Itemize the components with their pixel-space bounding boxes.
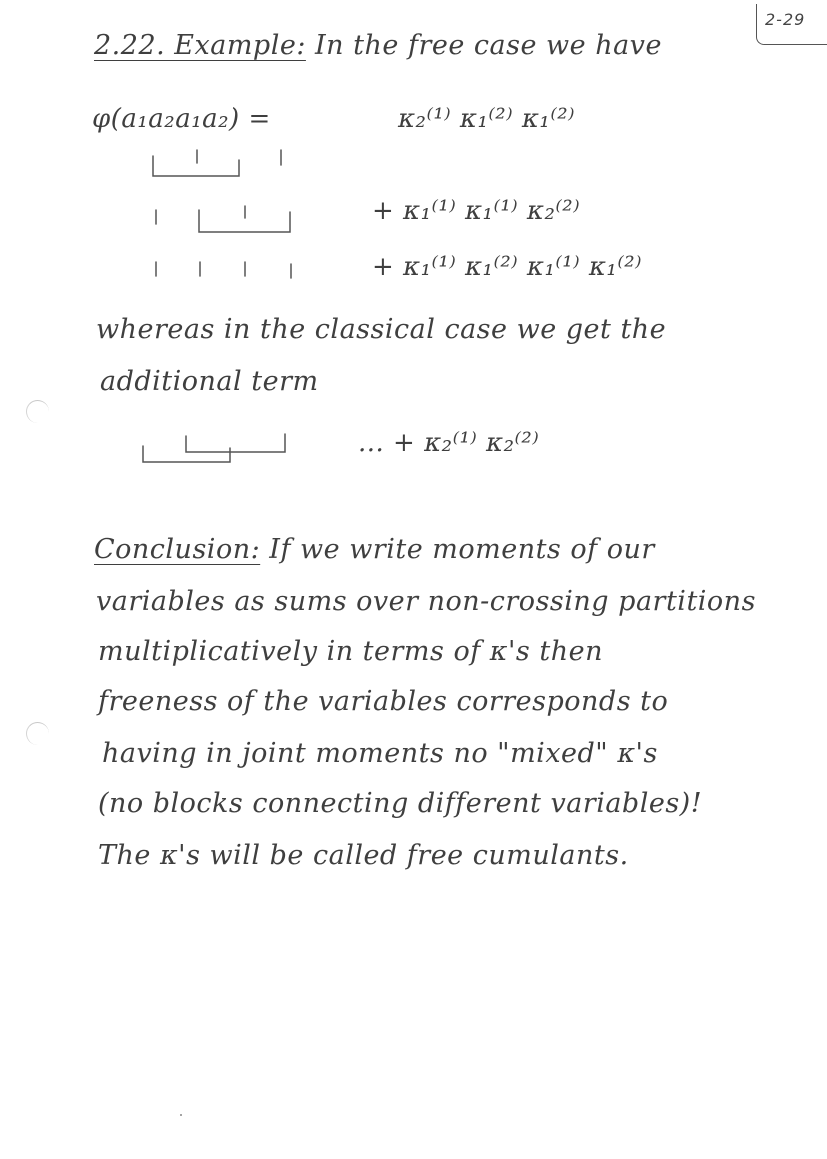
conclusion-text-1: If we write moments of our bbox=[269, 534, 655, 565]
example-text: In the free case we have bbox=[315, 30, 662, 61]
conclusion-line-1 bbox=[94, 534, 655, 565]
formula-term-2: + κ₁⁽¹⁾ κ₁⁽¹⁾ κ₂⁽²⁾ bbox=[372, 196, 581, 226]
classical-line-2: additional term bbox=[100, 366, 319, 397]
example-label: 2.22. Example: bbox=[94, 30, 306, 61]
partition-diagram-1 bbox=[153, 150, 281, 176]
partition-diagram-3 bbox=[156, 262, 291, 278]
conclusion-label: Conclusion: bbox=[94, 534, 261, 565]
speck bbox=[180, 1114, 182, 1116]
conclusion-line-6: (no blocks connecting different variables)! bbox=[98, 788, 703, 819]
conclusion-line-3: multiplicatively in terms of κ's then bbox=[98, 636, 603, 667]
conclusion-line-7: The κ's will be called free cumulants. bbox=[98, 840, 629, 871]
classical-term: ... + κ₂⁽¹⁾ κ₂⁽²⁾ bbox=[358, 428, 540, 458]
conclusion-line-2: variables as sums over non-crossing partitions bbox=[96, 586, 756, 617]
classical-line-1: whereas in the classical case we get the bbox=[96, 314, 667, 345]
partition-diagram-crossing bbox=[143, 434, 285, 462]
partition-diagram-2 bbox=[156, 206, 290, 232]
formula-lhs: φ(a₁a₂a₁a₂) = bbox=[92, 104, 271, 134]
page-number: 2-29 bbox=[765, 10, 806, 29]
conclusion-line-4: freeness of the variables corresponds to bbox=[98, 686, 669, 717]
conclusion-line-5: having in joint moments no "mixed" κ's bbox=[102, 738, 658, 769]
formula-term-1: κ₂⁽¹⁾ κ₁⁽²⁾ κ₁⁽²⁾ bbox=[398, 104, 576, 134]
formula-term-3: + κ₁⁽¹⁾ κ₁⁽²⁾ κ₁⁽¹⁾ κ₁⁽²⁾ bbox=[372, 252, 643, 282]
